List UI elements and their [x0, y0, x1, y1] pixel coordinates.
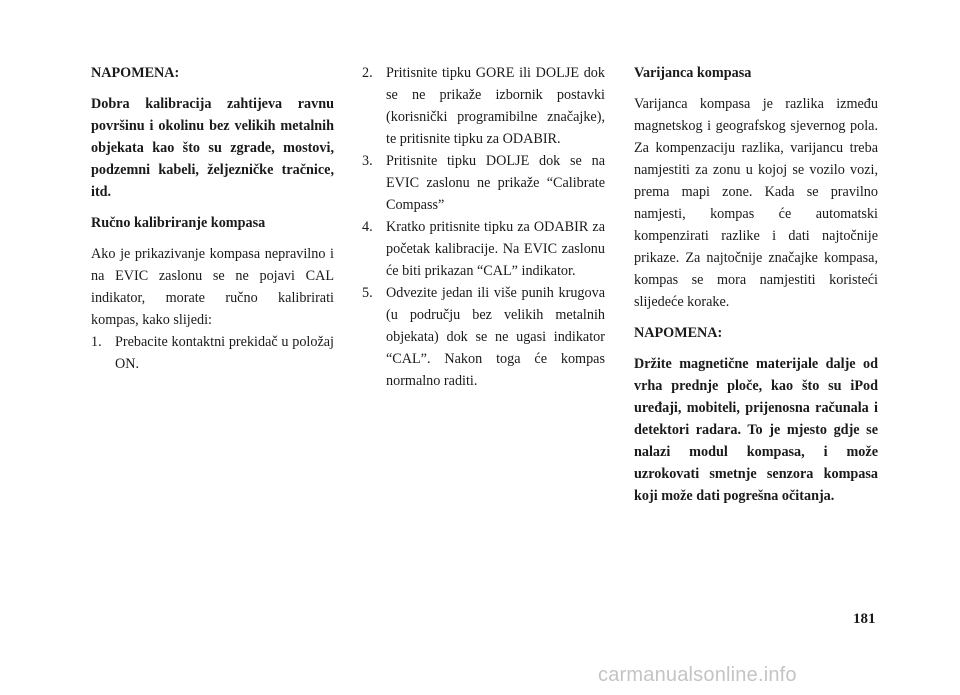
page-number: 181 — [853, 611, 876, 627]
note-heading: NAPOMENA: — [634, 325, 723, 341]
manual-calibration-heading: Ručno kalibriranje kompasa — [91, 215, 266, 231]
manual-calibration-intro: Ako je prikazivanje kompasa nepravilno i na EVIC zaslonu se ne pojavi CAL indikator, morate ručno kalibrirati kompas, kako slijedi: — [91, 246, 334, 328]
step-text: Odvezite jedan ili više punih krugova (u području bez velikih metalnih objekata) dok se ne ugasi indikator “CAL”. Nakon toga će kompas normalno raditi. — [386, 285, 605, 389]
step-number: 3. — [362, 153, 373, 169]
step-text: Pritisnite tipku DOLJE dok se na EVIC zaslonu ne prikaže “Calibrate Compass” — [386, 153, 605, 213]
step-text: Prebacite kontaktni prekidač u položaj ON. — [115, 334, 334, 372]
step-item — [362, 62, 605, 150]
step-number: 4. — [362, 219, 373, 235]
step-text: Kratko pritisnite tipku za ODABIR za početak kalibracije. Na EVIC zaslonu će biti prikazan “CAL” indikator. — [386, 219, 605, 279]
step-item — [91, 331, 334, 375]
compass-variance-heading: Varijanca kompasa — [634, 65, 752, 81]
middle-column — [362, 62, 605, 392]
step-item — [362, 282, 605, 392]
step-number: 2. — [362, 65, 373, 81]
step-text: Pritisnite tipku GORE ili DOLJE dok se ne prikaže izbornik postavki (korisnički programibilne značajke), te pritisnite tipku za ODABIR. — [386, 65, 605, 147]
step-item — [362, 216, 605, 282]
magnetic-materials-note: Držite magnetične materijale dalje od vrha prednje ploče, kao što su iPod uređaji, mobiteli, prijenosna računala i detektori radara. To je mjesto gdje se nalazi modul kompasa, i može uzrokovati smetnje senzora kompasa koji može dati pogrešna očitanja. — [634, 356, 878, 504]
right-column — [634, 62, 878, 507]
note-heading: NAPOMENA: — [91, 65, 180, 81]
step-number: 5. — [362, 285, 373, 301]
compass-variance-text: Varijanca kompasa je razlika između magnetskog i geografskog sjevernog pola. Za kompenzaciju razlika, varijancu treba namjestiti za zonu u kojoj se vozilo vozi, prema mapi zone. Kada se pravilno namjesti, kompas će automatski kompenzirati razlike i dati najtočnije prikaze. Za najtočnije značajke kompasa, kompas se mora namjestiti koristeći slijedeće korake. — [634, 96, 878, 310]
step-number: 1. — [91, 334, 102, 350]
calibration-note: Dobra kalibracija zahtijeva ravnu površinu i okolinu bez velikih metalnih objekata kao što su zgrade, mostovi, podzemni kabeli, željezničke tračnice, itd. — [91, 96, 334, 200]
watermark: carmanualsonline.info — [598, 664, 797, 686]
left-column — [91, 62, 334, 375]
step-item — [362, 150, 605, 216]
